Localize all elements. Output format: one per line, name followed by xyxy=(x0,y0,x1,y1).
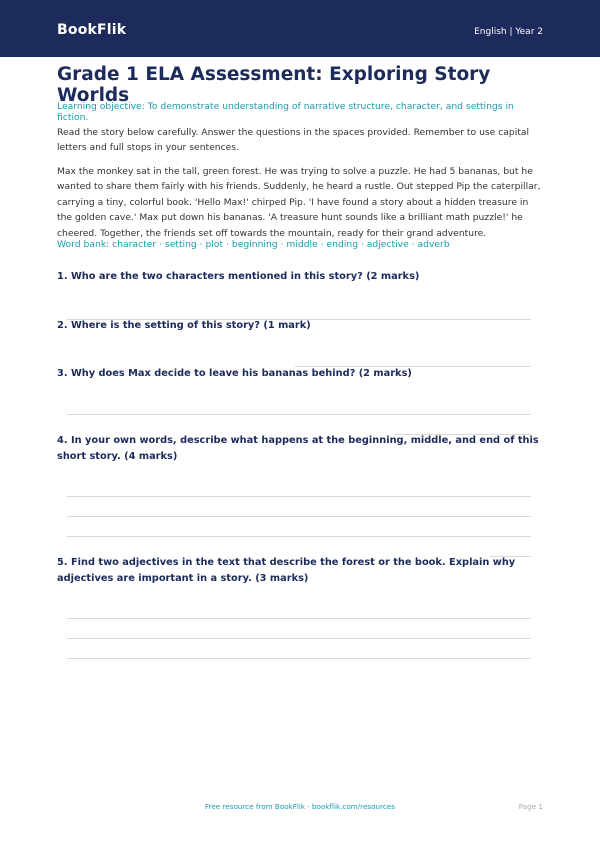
answer-line[interactable] xyxy=(67,536,531,537)
page-number: Page 1 xyxy=(518,802,543,811)
answer-line[interactable] xyxy=(67,618,531,619)
question-5: 5. Find two adjectives in the text that describe the forest or the book. Explain why adjectives are important in a story. (3 marks) xyxy=(57,557,516,584)
answer-line[interactable] xyxy=(67,516,531,517)
subject-year-label: English | Year 2 xyxy=(474,27,543,37)
question-2: 2. Where is the setting of this story? (1 mark) xyxy=(57,320,311,331)
brand-logo: BookFlik xyxy=(57,22,127,38)
learning-objective: Learning objective: To demonstrate understanding of narrative structure, character, and settings in fiction. xyxy=(57,101,514,123)
question-4: 4. In your own words, describe what happens at the beginning, middle, and end of this short story. (4 marks) xyxy=(57,435,539,462)
page-header xyxy=(0,0,600,57)
question-1: 1. Who are the two characters mentioned in this story? (2 marks) xyxy=(57,271,420,282)
answer-line[interactable] xyxy=(67,414,531,415)
answer-line[interactable] xyxy=(67,658,531,659)
word-bank: Word bank: character · setting · plot · beginning · middle · ending · adjective · adverb xyxy=(57,239,450,250)
story-text: Max the monkey sat in the tall, green forest. He was trying to solve a puzzle. He had 5 bananas, but he wanted to share them fairly with his friends. Suddenly, he heard a rustle. Out stepped Pip the caterpillar, carrying a tiny, colorful book. 'Hello Max!' chirped Pip. 'I have found a story about a hidden treasure in the golden cave.' Max put down his bananas. 'A treasure hunt sounds like a brilliant math puzzle!' he cheered. Together, the friends set off towards the mountain, ready for their grand adventure. xyxy=(57,166,541,239)
question-3: 3. Why does Max decide to leave his bananas behind? (2 marks) xyxy=(57,368,412,379)
answer-line[interactable] xyxy=(67,638,531,639)
answer-line[interactable] xyxy=(67,496,531,497)
instructions-text: Read the story below carefully. Answer the questions in the spaces provided. Remember to use capital letters and full stops in your sentences. xyxy=(57,127,530,154)
page-title: Grade 1 ELA Assessment: Exploring Story Worlds xyxy=(57,64,491,106)
footer-source-link[interactable]: Free resource from BookFlik · bookflik.com/resources xyxy=(204,802,396,811)
